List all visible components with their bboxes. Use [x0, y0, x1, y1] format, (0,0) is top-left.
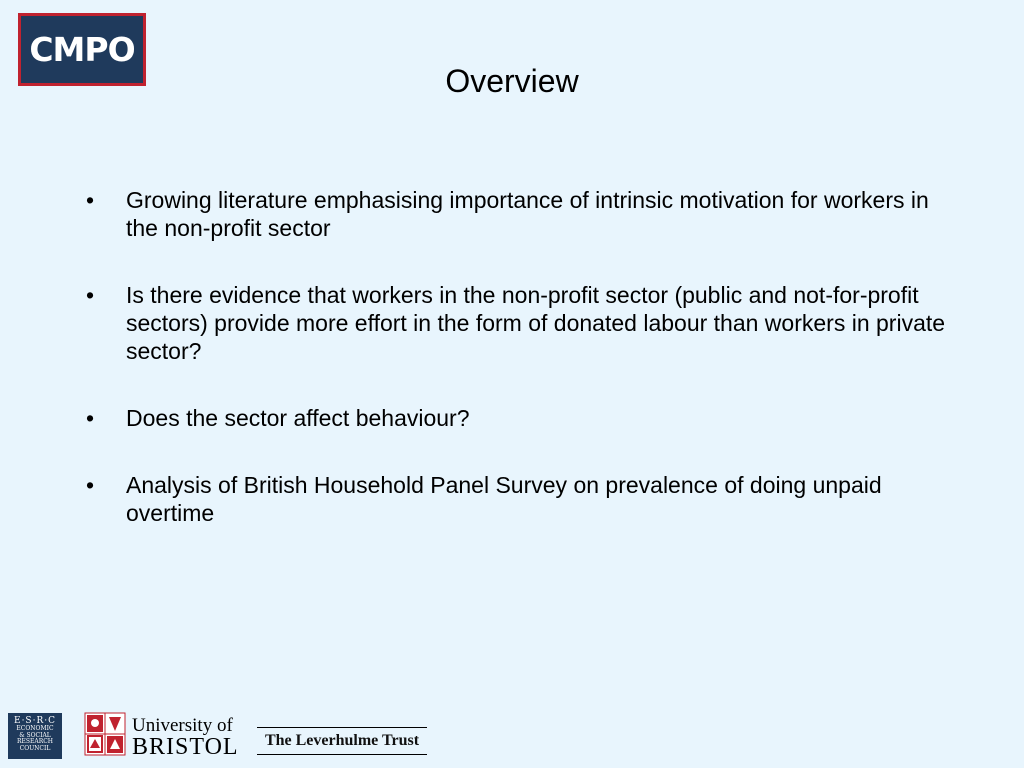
bullet-text: Growing literature emphasising importance of intrinsic motivation for workers in the non-profit sector [126, 187, 929, 241]
cmpo-logo-text: CMPO [21, 16, 143, 83]
bristol-crest-icon [84, 712, 126, 756]
bristol-logo-line1: University of [132, 715, 233, 736]
bullet-marker: • [86, 472, 95, 498]
bullet-item [86, 281, 946, 365]
bristol-logo-text [132, 716, 239, 759]
esrc-logo-line: RESEARCH [16, 738, 54, 745]
bullet-item [86, 404, 946, 432]
bristol-logo-line2: BRISTOL [132, 734, 239, 760]
leverhulme-trust-logo: The Leverhulme Trust [257, 727, 427, 755]
slide-title: Overview [445, 63, 579, 99]
bullet-item [86, 186, 946, 242]
esrc-logo [8, 713, 62, 759]
bullet-item [86, 471, 946, 527]
esrc-logo-line: ECONOMIC [16, 725, 54, 732]
footer-logos [0, 700, 1024, 768]
esrc-logo-line: COUNCIL [19, 744, 51, 752]
bullet-text: Does the sector affect behaviour? [126, 405, 470, 431]
esrc-logo-initials: E·S·R·C [14, 716, 56, 726]
bullet-list [86, 186, 946, 566]
bullet-marker: • [86, 405, 95, 431]
bullet-text: Analysis of British Household Panel Survey on prevalence of doing unpaid overtime [126, 472, 882, 526]
bullet-marker: • [86, 187, 95, 213]
bullet-marker: • [86, 282, 95, 308]
esrc-logo-line: & SOCIAL [19, 731, 51, 739]
bullet-text: Is there evidence that workers in the non-profit sector (public and not-for-profit sectors) provide more effort in the form of donated labour than workers in private sector? [126, 282, 946, 364]
